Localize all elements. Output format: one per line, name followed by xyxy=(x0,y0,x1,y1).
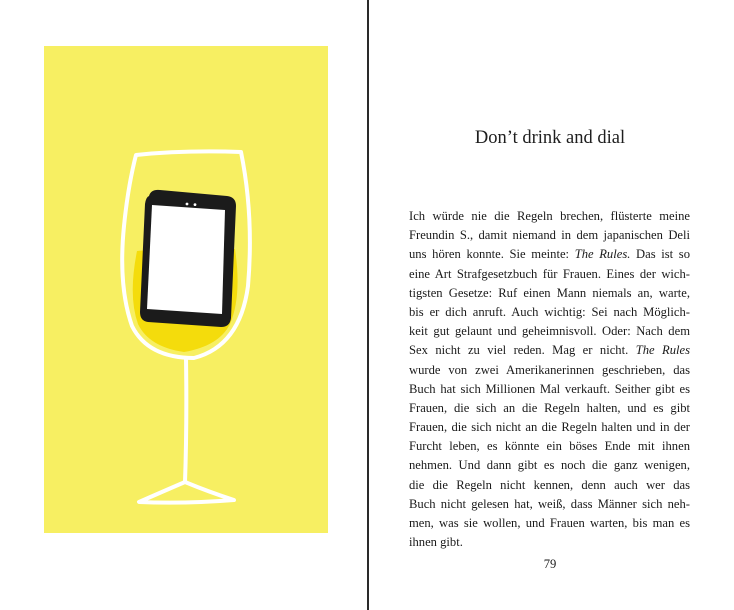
text-segment: uns hören konnte. Sie meinte: xyxy=(409,247,575,262)
text-segment: ihnen gibt. xyxy=(409,535,463,550)
text-line xyxy=(409,245,690,264)
text-line xyxy=(409,322,690,341)
glass-stem xyxy=(185,358,186,482)
text-line xyxy=(409,380,690,399)
italic-text: The Rules xyxy=(635,343,690,358)
text-segment: men, was sie wollen, und Frauen warten, bis man es xyxy=(409,516,690,530)
text-line xyxy=(409,456,690,475)
text-segment: Furcht leben, es könnte ein böses Ende mit ihnen xyxy=(409,439,690,454)
text-line xyxy=(409,284,690,303)
text-line xyxy=(409,226,690,245)
text-segment: eine Art Strafgesetzbuch für Frauen. Eines der wich- xyxy=(409,266,690,281)
text-line xyxy=(409,361,690,380)
text-line xyxy=(409,533,690,552)
text-segment: Ich würde nie die Regeln brechen, flüsterte meine xyxy=(409,209,690,223)
text-segment: Frauen, die sich nicht an die Regeln halten und in der xyxy=(409,420,690,435)
text-segment: Sex nicht zu viel reden. Mag er nicht. xyxy=(409,343,636,358)
text-line xyxy=(409,514,690,533)
text-segment: nehmen. Und dann gibt es noch die ganz wenigen, xyxy=(409,458,690,473)
glass-base xyxy=(139,482,234,503)
wine-glass-with-phone-icon xyxy=(44,46,328,533)
illustration xyxy=(44,46,328,533)
text-line xyxy=(409,341,690,360)
text-segment: bis er dich anruft. Auch wichtig: Sei nach Möglich- xyxy=(409,304,690,319)
text-line xyxy=(409,303,690,322)
text-segment: Buch hat sich Millionen Mal verkauft. Seither gibt es xyxy=(409,381,690,396)
text-segment: Freundin S., damit niemand in dem japanischen Deli xyxy=(409,228,690,243)
text-line xyxy=(409,418,690,437)
body-text xyxy=(409,207,690,552)
text-line xyxy=(409,207,690,226)
text-line xyxy=(409,437,690,456)
text-segment: tigsten Gesetze: Ruf einen Mann niemals an, warte, xyxy=(409,285,690,300)
right-page xyxy=(369,0,734,610)
text-segment: Buch nicht gelesen hat, weiß, dass Männer sich neh- xyxy=(409,496,690,511)
italic-text: The Rules. xyxy=(574,247,631,262)
text-line xyxy=(409,495,690,514)
page-number: 79 xyxy=(543,557,557,571)
text-line xyxy=(409,399,690,418)
chapter-title: Don’t drink and dial xyxy=(474,128,626,148)
text-segment: keit gut gelaunt und geheimnisvoll. Oder: Nach dem xyxy=(409,324,690,339)
phone-icon xyxy=(140,190,236,327)
text-segment: Frauen, die sich an die Regeln halten, und es gibt xyxy=(409,400,690,415)
text-segment: Das ist so xyxy=(630,247,690,262)
text-segment: die die Regeln nicht kennen, denn auch wer das xyxy=(409,477,690,492)
text-line xyxy=(409,476,690,495)
text-segment: wurde von zwei Amerikanerinnen geschrieben, das xyxy=(409,362,690,377)
text-line xyxy=(409,265,690,284)
